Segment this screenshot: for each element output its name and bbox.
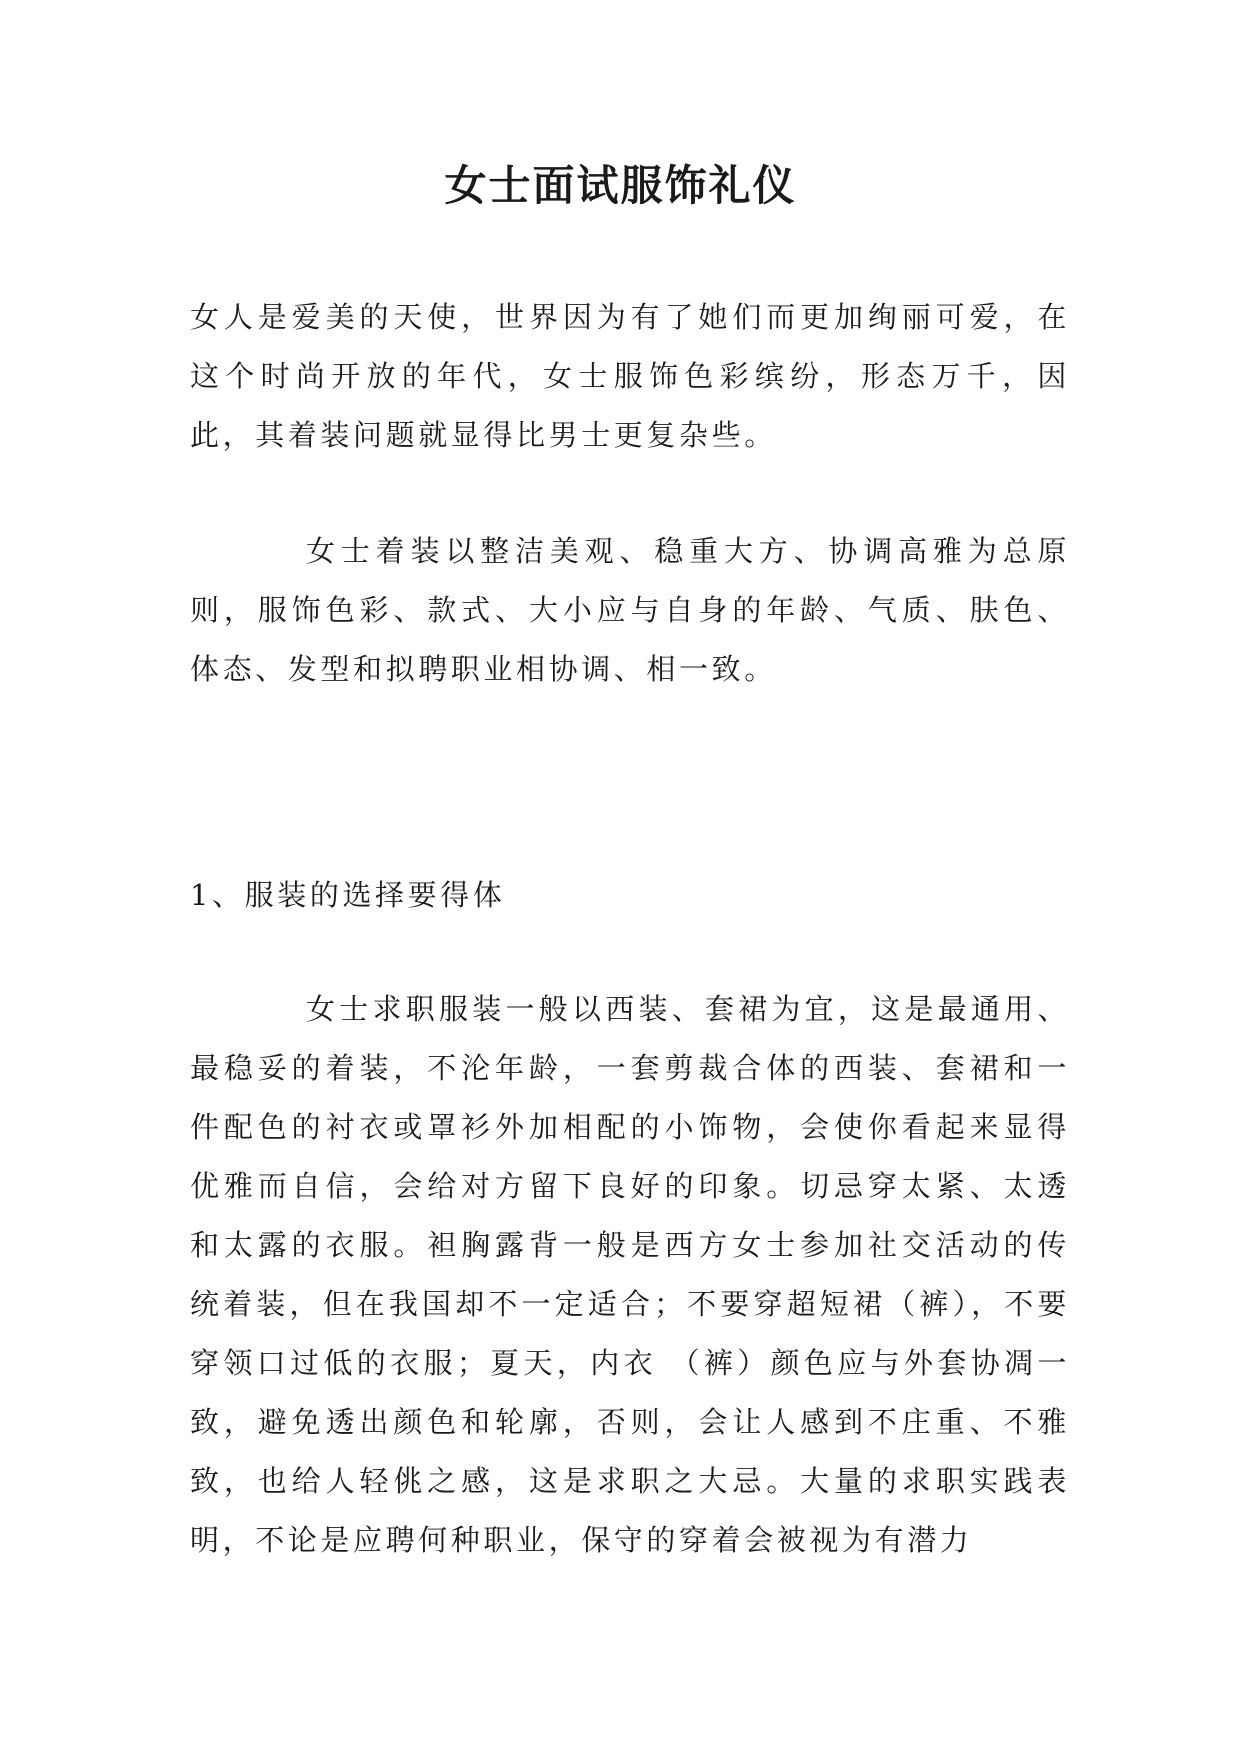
intro-paragraph: 女人是爱美的天使，世界因为有了她们而更加绚丽可爱，在这个时尚开放的年代，女士服饰色彩缤纷，形态万千，因此，其着装问题就显得比男士更复杂些。 xyxy=(190,300,1070,452)
section-heading: 1、服装的选择要得体 xyxy=(190,878,506,912)
principle-paragraph: 女士着装以整洁美观、稳重大方、协调高雅为总原则，服饰色彩、款式、大小应与自身的年龄、气质、肤色、体态、发型和拟聘职业相协调、相一致。 xyxy=(190,534,1070,686)
document-title: 女士面试服饰礼仪 xyxy=(444,161,797,210)
section-body-paragraph: 女士求职服装一般以西装、套裙为宜，这是最通用、最稳妥的着装，不沦年龄，一套剪裁合体的西装、套裙和一件配色的衬衣或罩衫外加相配的小饰物，会使你看起来显得优雅而自信，会给对方留下良好的印象。切忌穿太紧、太透和太露的衣服。袒胸露背一般是西方女士参加社交活动的传统着装，但在我国却不一定适合；不要穿超短裙（裤），不要穿领口过低的衣服；夏天，内衣 （裤）颜色应与外套协凋一致，避免透出颜色和轮廓，否则，会让人感到不庄重、不雅致，也给人轻佻之感，这是求职之大忌。大量的求职实践表明，不论是应聘何种职业，保守的穿着会被视为有潜力 xyxy=(190,992,1070,1557)
